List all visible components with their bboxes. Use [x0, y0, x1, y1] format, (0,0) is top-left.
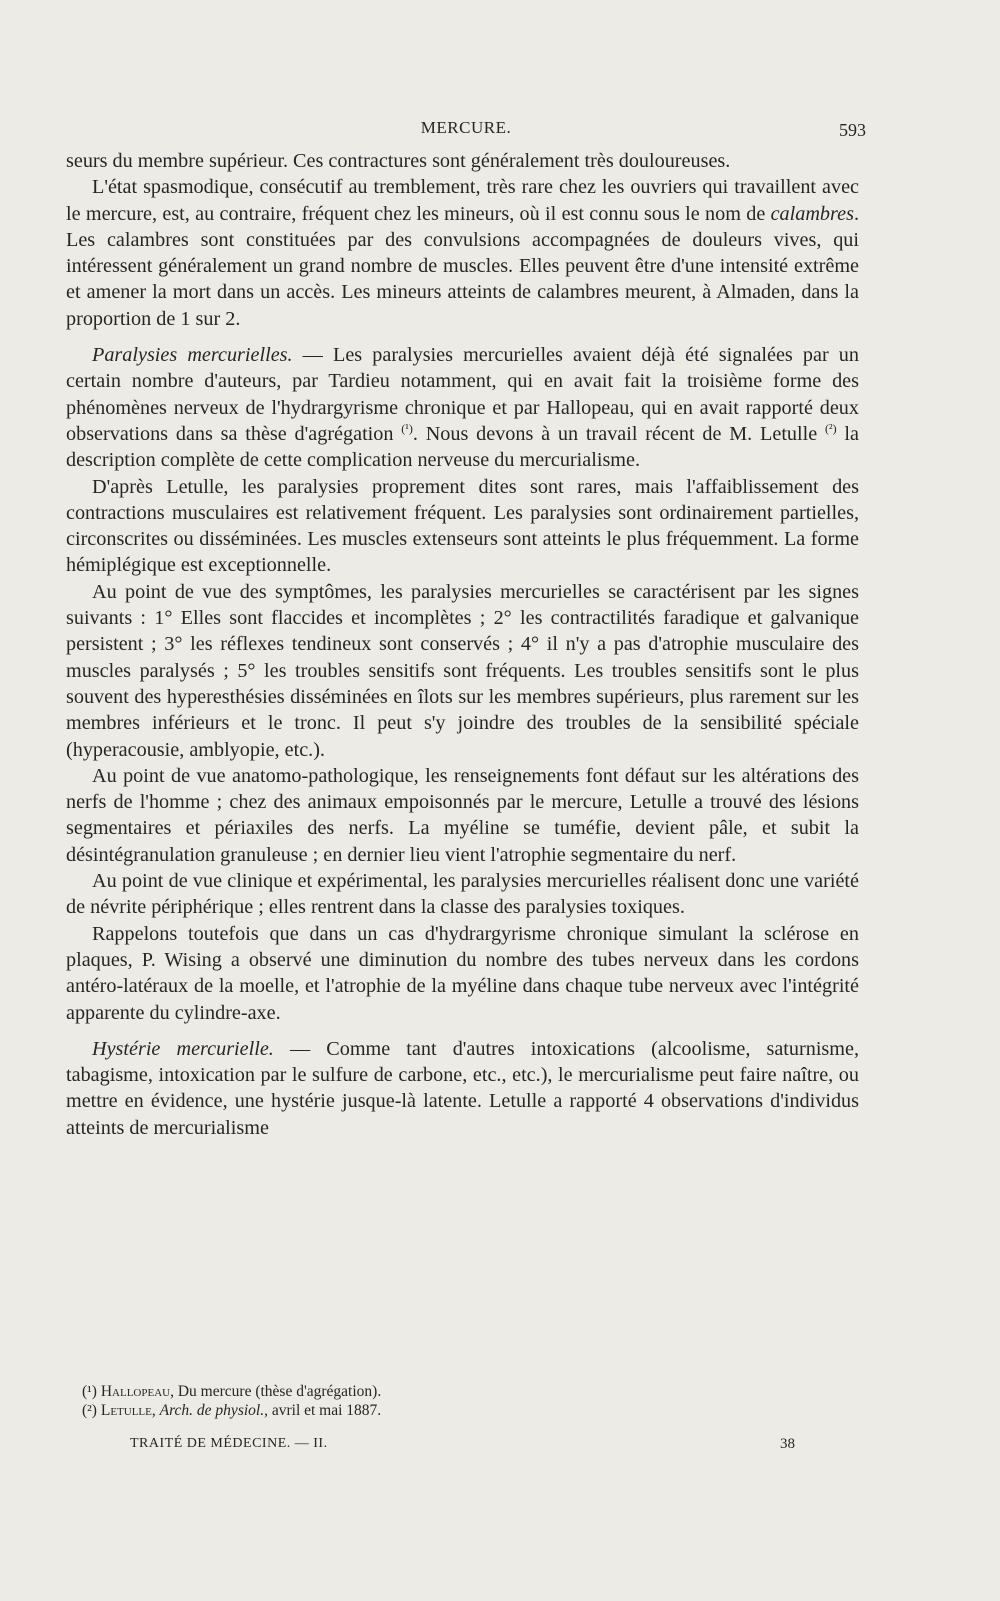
footnote-mark: (²) [82, 1402, 97, 1419]
text-run: . Les calambres sont constituées par des convulsions accompagnées de douleurs vives, qui intéressent généralement un grand nombre de muscles. Elles peuvent être d'une intensité extrême et amener la mort dans un accès. Les mineurs atteints de calambres meurent, à Almaden, dans la proportion de 1 sur 2. [66, 202, 859, 330]
paragraph-mercurial-paralysis [66, 342, 859, 473]
footnote-ref[interactable]: (¹) [401, 421, 413, 436]
body-text [66, 148, 859, 1141]
text-run: — Comme tant d'autres intoxications (alcoolisme, saturnisme, tabagisme, intoxication par le sulfure de carbone, etc., etc.), le mercurialisme peut faire naître, ou mettre en évidence, une hystérie jusque-là latente. Letulle a rapporté 4 observations d'individus atteints de mercurialisme [66, 1037, 859, 1139]
section-heading: Paralysies mercurielles. [92, 344, 293, 367]
running-title: MERCURE. [420, 118, 512, 137]
paragraph-spasmodic-state [66, 174, 859, 332]
footnote-mark: (¹) [82, 1383, 97, 1400]
footnote-text: , avril et mai 1887. [264, 1402, 382, 1419]
paragraph-continuation: seurs du membre supérieur. Ces contractures sont généralement très douloureuses. [66, 150, 731, 172]
paragraph: Rappelons toutefois que dans un cas d'hydrargyrisme chronique simulant la sclérose en plaques, P. Wising a observé une diminution du nombre des tubes nerveux dans les cordons antéro-latéraux de la moelle, et l'atrophie de la myéline dans chaque tube nerveux avec l'intégrité apparente du cylindre-axe. [66, 922, 859, 1024]
footnote [82, 1382, 842, 1401]
paragraph: Au point de vue anatomo-pathologique, les renseignements font défaut sur les altérations des nerfs de l'homme ; chez des animaux empoisonnés par le mercure, Letulle a trouvé des lésions segmentaires et périaxiles des nerfs. La myéline se tuméfie, devient pâle, et subit la désintégranulation granuleuse ; en dernier lieu vient l'atrophie segmentaire du nerf. [66, 764, 859, 866]
page-footer [130, 1436, 795, 1458]
footnote-journal: Arch. de physiol. [159, 1402, 265, 1419]
footnote: (²) Letulle, Arch. de physiol., avril et mai 1887. [82, 1402, 382, 1419]
footnote-author: Letulle [100, 1402, 152, 1419]
text-run: la description complète de cette complication nerveuse du mercurialisme. [66, 422, 859, 472]
page-header [66, 118, 866, 142]
text-run: . Nous devons à un travail récent de M. Letulle [412, 422, 826, 445]
footnote-text: , Du mercure (thèse d'agrégation). [170, 1383, 382, 1400]
signature-number: 38 [780, 1436, 795, 1452]
italic-term: calambres [770, 202, 854, 225]
paragraph: D'après Letulle, les paralysies proprement dites sont rares, mais l'affaiblissement des contractions musculaires est relativement fréquent. Les paralysies sont ordinairement partielles, circonscrites ou disséminées. Les muscles extenseurs sont atteints le plus fréquemment. La forme hémiplégique est exceptionnelle. [66, 475, 859, 577]
page-number: 593 [839, 120, 866, 140]
text-run: — Les paralysies mercurielles avaient déjà été signalées par un certain nombre d'auteurs, par Tardieu notamment, qui en avait fait la troisième forme des phénomènes nerveux de l'hydrargyrisme chronique et par Hallopeau, qui en avait rapporté deux observations dans sa thèse d'agrégation [66, 344, 859, 445]
paragraph: Au point de vue des symptômes, les paralysies mercurielles se caractérisent par les signes suivants : 1° Elles sont flaccides et incomplètes ; 2° les contractilités faradique et galvanique persistent ; 3° les réflexes tendineux sont conservés ; 4° il n'y a pas d'atrophie musculaire des muscles paralysés ; 5° les troubles sensitifs sont fréquents. Les troubles sensitifs sont le plus souvent des hyperesthésies disséminées en îlots sur les membres supérieurs, plus rarement sur les membres inférieurs et le tronc. Il peut s'y joindre des troubles de la sensibilité spéciale (hyperacousie, amblyopie, etc.). [66, 580, 859, 761]
section-heading: Hystérie mercurielle. [92, 1037, 274, 1060]
text-run: L'état spasmodique, consécutif au tremblement, très rare chez les ouvriers qui travaillent avec le mercure, est, au contraire, fréquent chez les mineurs, où il est connu sous le nom de [66, 176, 859, 225]
footer-book-title: TRAITÉ DE MÉDECINE. — II. [130, 1436, 328, 1451]
paragraph: Au point de vue clinique et expérimental, les paralysies mercurielles réalisent donc une variété de névrite périphérique ; elles rentrent dans la classe des paralysies toxiques. [66, 870, 859, 919]
paragraph-mercurial-hysteria [66, 1036, 859, 1141]
footnote-author: Hallopeau [100, 1383, 171, 1400]
footnotes [82, 1382, 842, 1420]
footnote-ref[interactable]: (²) [825, 421, 837, 436]
